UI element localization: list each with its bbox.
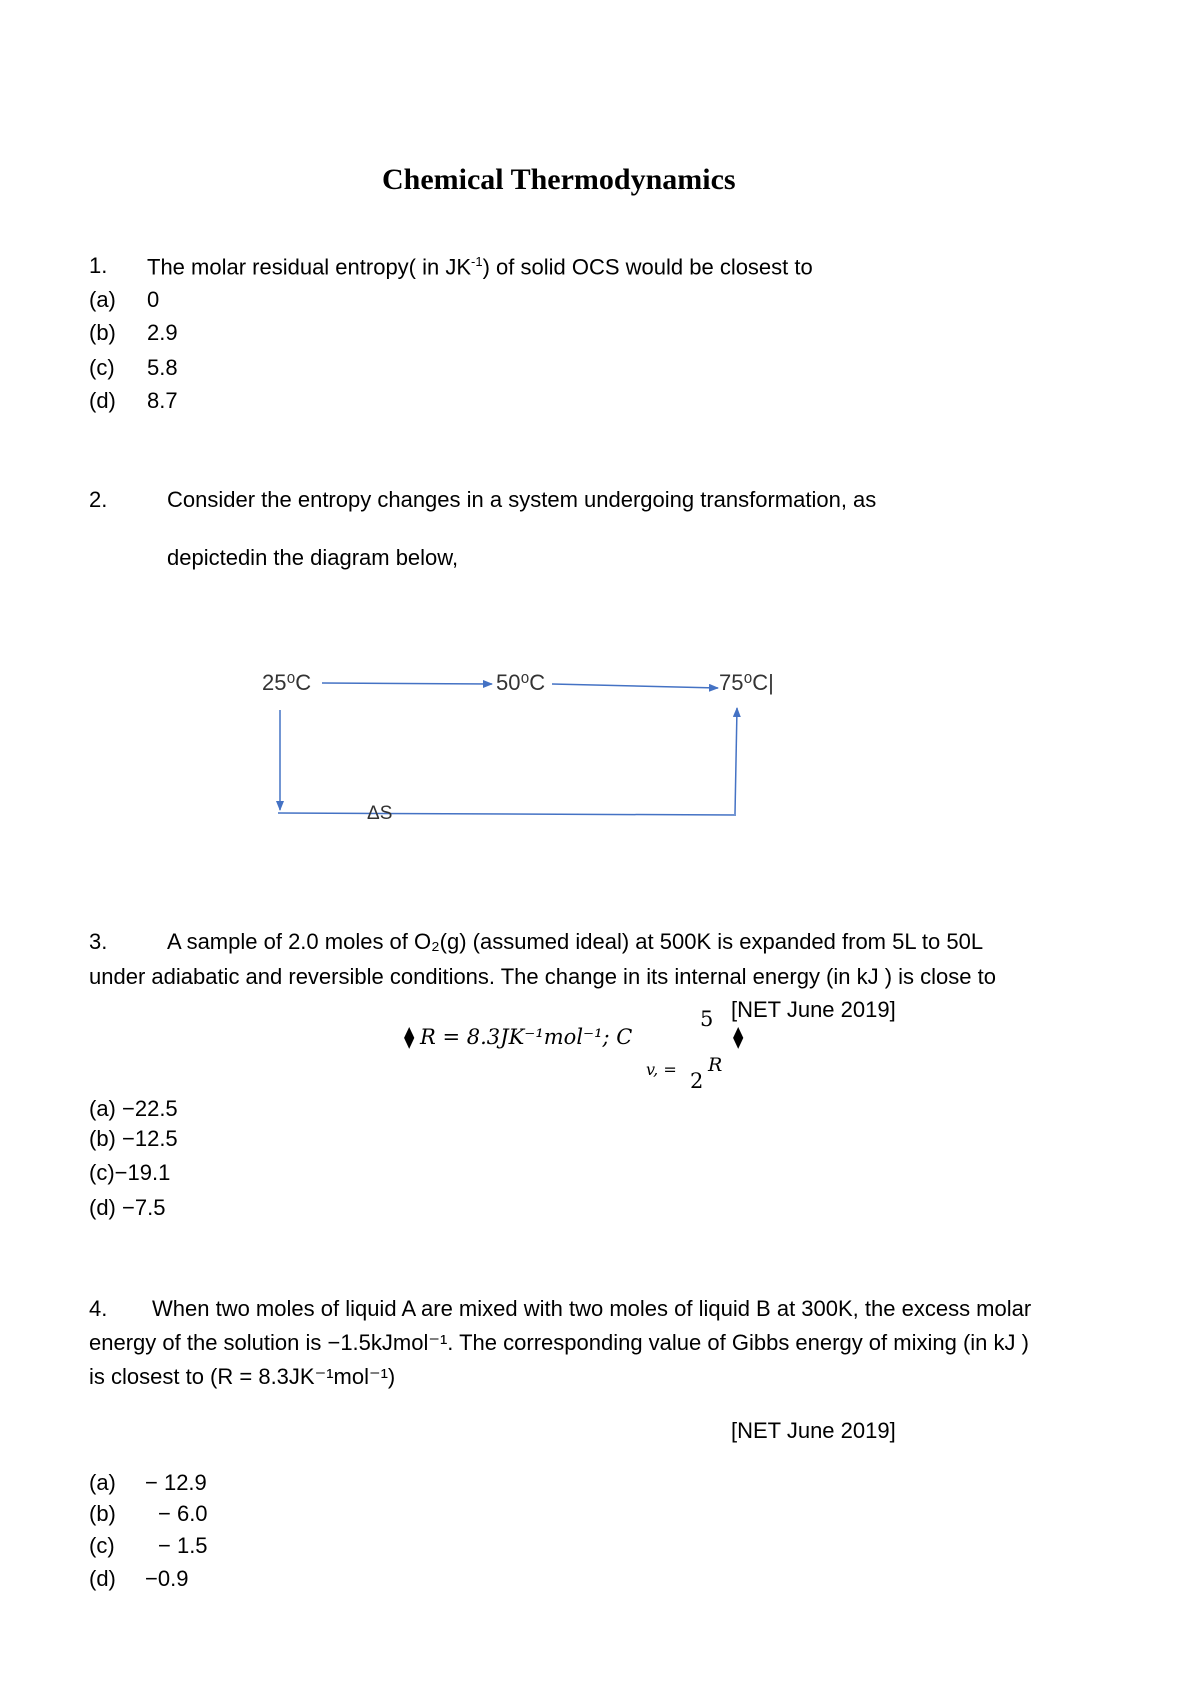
question-text: A sample of 2.0 moles of O₂(g) (assumed ideal) at 500K is expanded from 5L to 50L	[167, 929, 984, 954]
entropy-cycle-diagram	[0, 620, 1200, 920]
question-number: 4.	[89, 1296, 108, 1321]
question-text: energy of the solution is −1.5kJmol⁻¹. The corresponding value of Gibbs energy of mixing (in kJ )	[89, 1330, 1029, 1355]
arrow-up	[735, 708, 737, 814]
arrow-25-to-50	[322, 683, 492, 684]
option-label: (d)	[89, 388, 116, 413]
formula-r: R	[708, 1054, 723, 1076]
question-text: The molar residual entropy( in $JK^{-1}$) of solid OCS would be closest to	[147, 254, 813, 280]
option-value: −0.9	[145, 1566, 189, 1591]
option: (d) −7.5	[89, 1195, 166, 1220]
question-number: 3.	[89, 929, 108, 954]
option: (b) −12.5	[89, 1126, 178, 1151]
formula-subscript: v, =	[646, 1060, 677, 1079]
diagram-node-50c: 50⁰C	[496, 670, 546, 695]
option-value: − 12.9	[145, 1470, 207, 1495]
option-value: 0	[147, 287, 160, 312]
diagram-delta-s: ΔS	[367, 803, 393, 824]
question-text: When two moles of liquid A are mixed with two moles of liquid B at 300K, the excess molar	[152, 1296, 1032, 1321]
option: (a) −22.5	[89, 1096, 178, 1121]
option-label: (d)	[89, 1566, 116, 1591]
question-text: depictedin the diagram below,	[167, 545, 459, 570]
formula-denominator: 2	[690, 1069, 704, 1093]
option: (c)−19.1	[89, 1160, 171, 1185]
formula-glyph: ⧫	[404, 1025, 415, 1049]
question-text: Consider the entropy changes in a system undergoing transformation, as	[167, 487, 877, 512]
option-label: (c)	[89, 1533, 115, 1558]
formula-numerator: 5	[700, 1007, 714, 1031]
option-label: (c)	[89, 355, 115, 380]
formula-glyph: ⧫	[733, 1025, 744, 1049]
question-text: is closest to (R = 8.3JK⁻¹mol⁻¹)	[89, 1364, 396, 1389]
page-title: Chemical Thermodynamics	[382, 163, 736, 196]
source-tag: [NET June 2019]	[731, 997, 896, 1022]
option-value: − 6.0	[158, 1501, 208, 1526]
source-tag: [NET June 2019]	[731, 1418, 896, 1443]
option-label: (a)	[89, 1470, 116, 1495]
diagram-node-25c: 25⁰C	[262, 670, 312, 695]
option-label: (b)	[89, 1501, 116, 1526]
diagram-node-75c: 75⁰C|	[719, 670, 774, 695]
arrow-50-to-75	[552, 684, 718, 688]
option-label: (b)	[89, 320, 116, 345]
option-value: 5.8	[147, 355, 178, 380]
option-value: 2.9	[147, 320, 178, 345]
option-label: (a)	[89, 287, 116, 312]
question-number: 2.	[89, 487, 108, 512]
option-value: − 1.5	[158, 1533, 208, 1558]
question-number: 1.	[89, 253, 108, 278]
bottom-line	[278, 813, 736, 815]
formula-text: R = 8.3JK⁻¹mol⁻¹; C	[420, 1025, 633, 1049]
option-value: 8.7	[147, 388, 178, 413]
question-text: under adiabatic and reversible conditions. The change in its internal energy (in kJ ) is close to	[89, 964, 996, 989]
